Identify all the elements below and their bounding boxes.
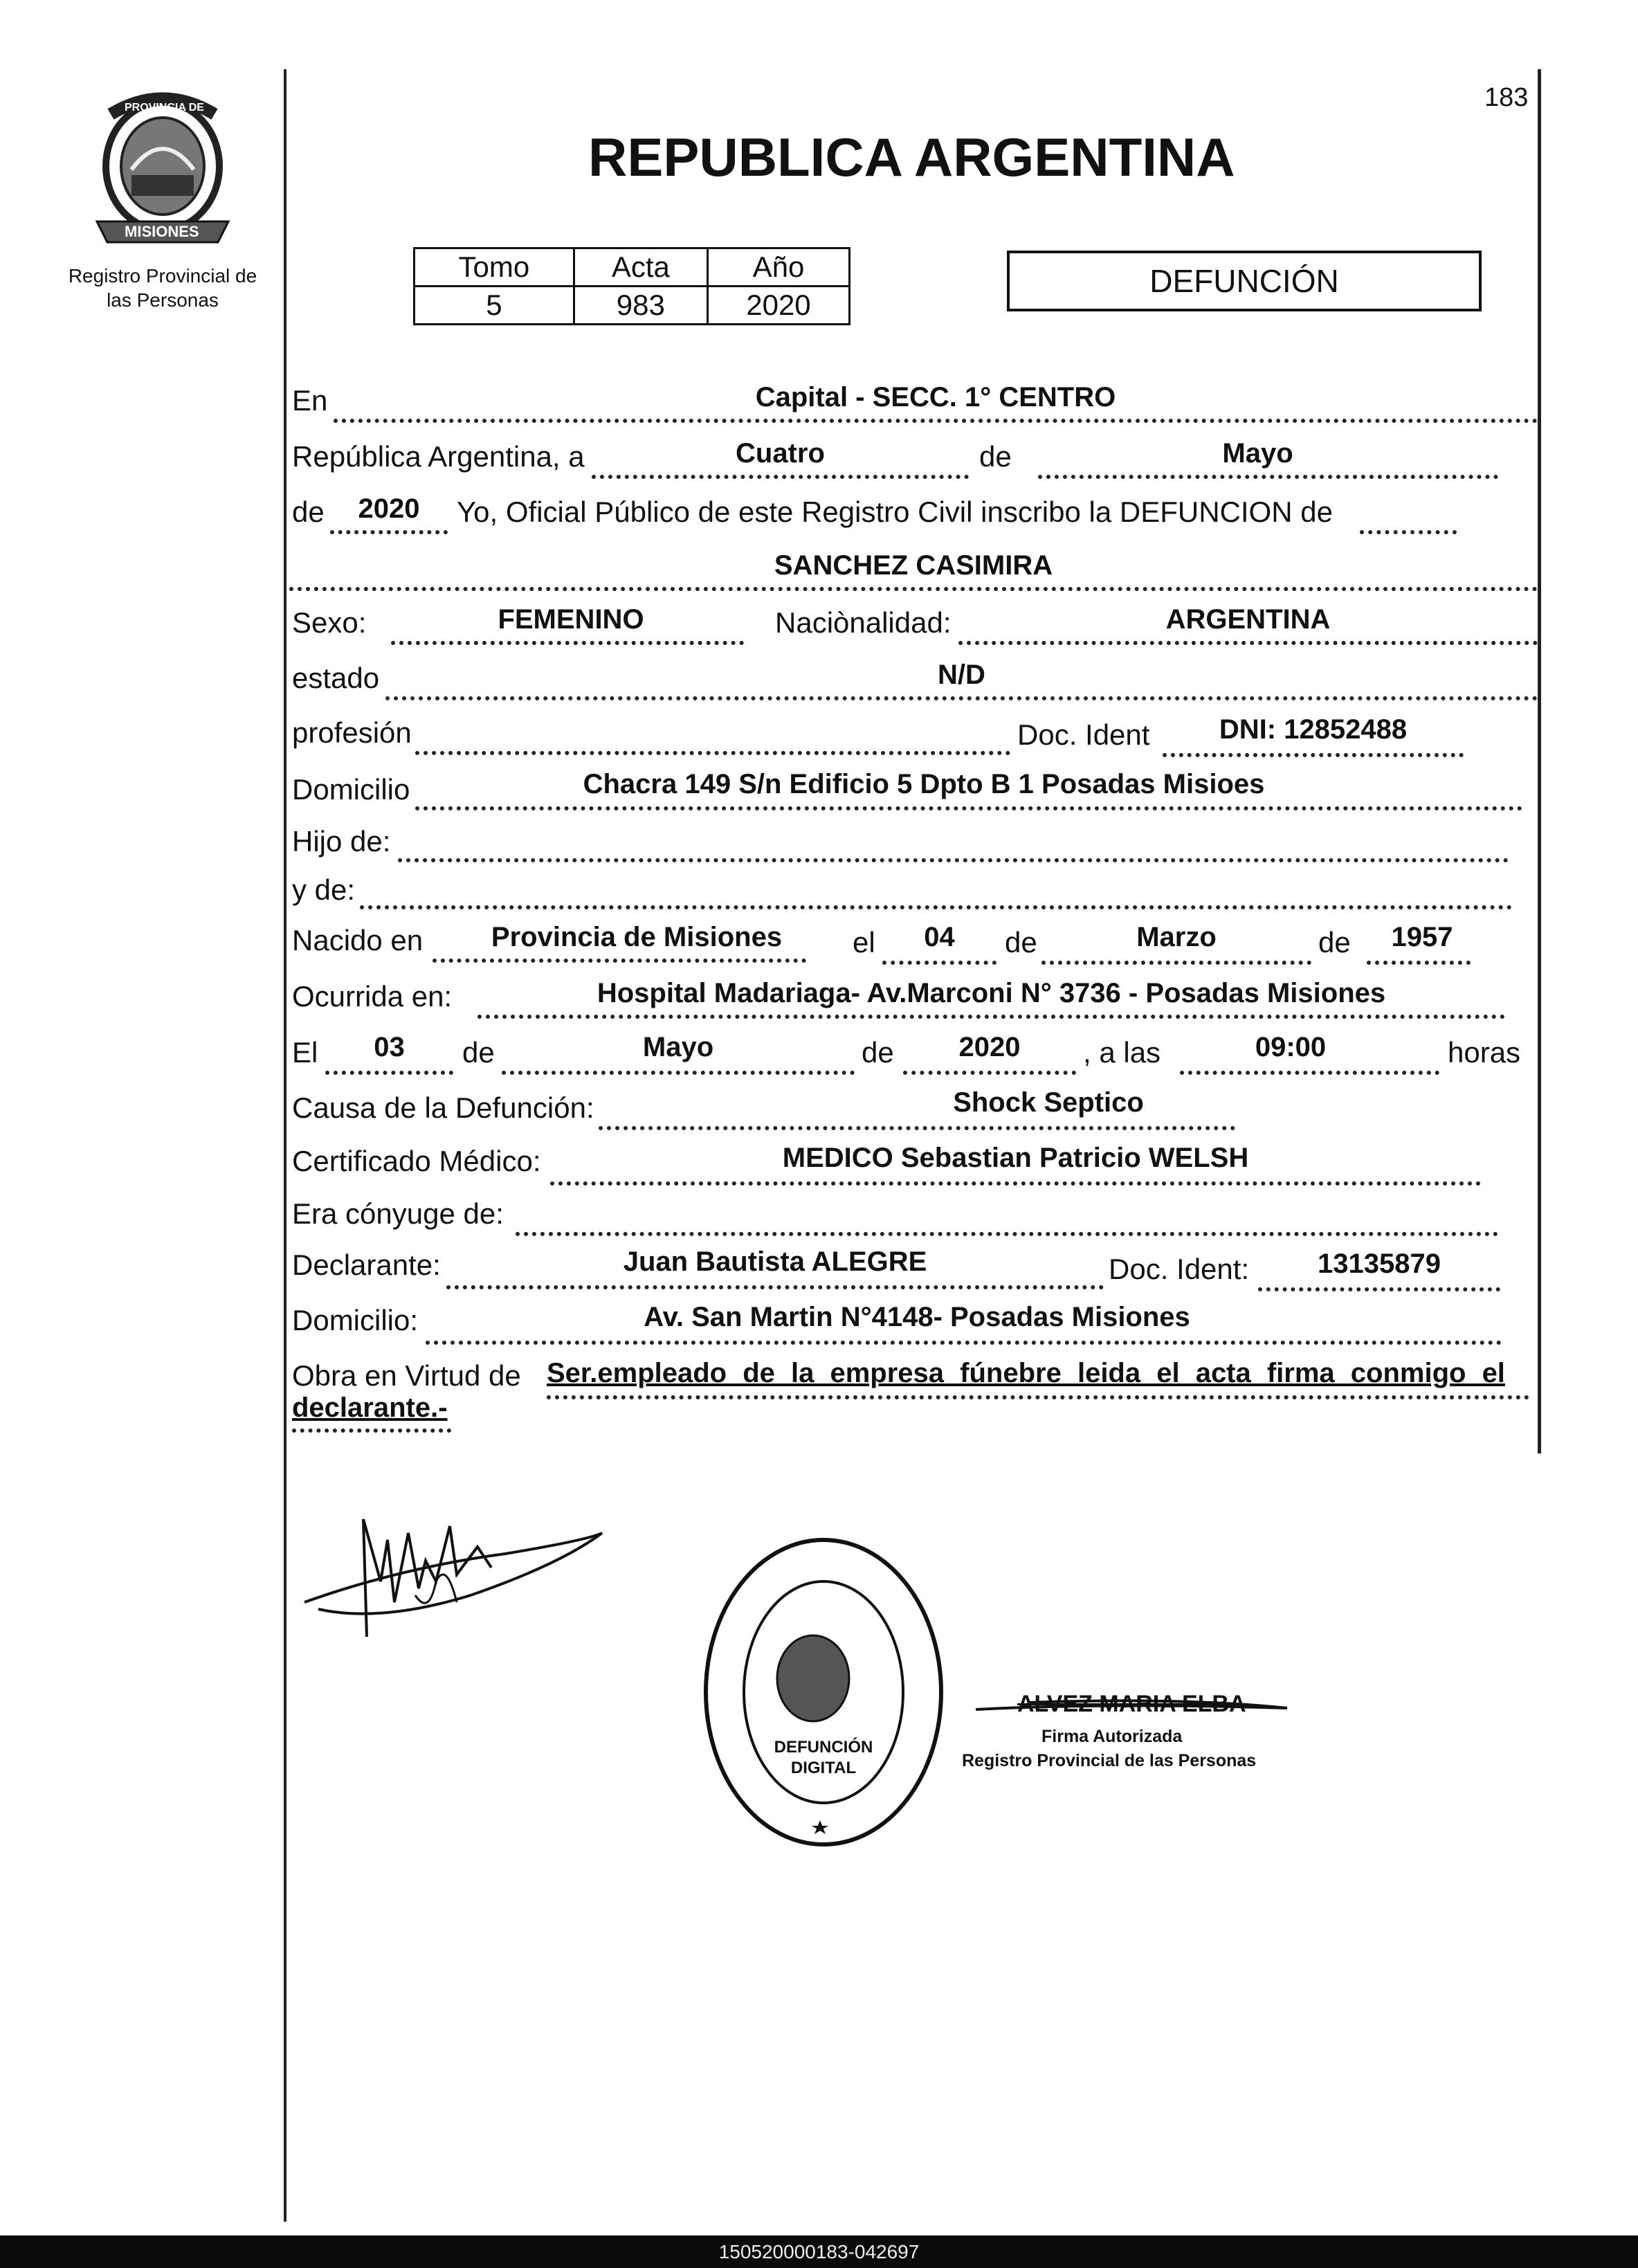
conyuge-dotted-line (516, 1232, 1498, 1236)
birth-month-dotted-line (1041, 961, 1311, 965)
page-number: 183 (1484, 83, 1529, 112)
estado-value: N/D (938, 660, 985, 690)
authorized-signature-name: ALVEZ MARIA ELBA (1017, 1691, 1246, 1717)
nacionalidad-label: Naciònalidad: (775, 606, 952, 639)
month-dotted-line (1038, 475, 1498, 479)
obra-value-line2: declarante.- (292, 1392, 448, 1423)
certificado-label: Certificado Médico: (292, 1145, 541, 1177)
sexo-label: Sexo: (292, 606, 367, 639)
birth-year-dotted-line (1367, 961, 1471, 965)
conyuge-label: Era cónyuge de: (292, 1197, 504, 1230)
death-day: 03 (374, 1032, 405, 1062)
yde-label: y de: (292, 873, 356, 906)
inscribo-dotted-line (1360, 530, 1457, 534)
authorization-line2: Registro Provincial de las Personas (962, 1751, 1257, 1770)
nacido-dotted-line (433, 959, 806, 963)
ocurrida-dotted-line (477, 1015, 1505, 1019)
registry-name-line1: Registro Provincial de (68, 265, 257, 287)
inscribo-text: Yo, Oficial Público de este Registro Civil inscribo la DEFUNCION de (457, 496, 1333, 528)
death-year-dotted-line (903, 1071, 1076, 1075)
ocurrida-value: Hospital Madariaga- Av.Marconi N° 3736 - Posadas Misiones (597, 978, 1386, 1008)
death-year: 2020 (958, 1032, 1021, 1062)
obra-dotted-line1 (547, 1395, 1529, 1399)
en-label: En (292, 384, 328, 417)
record-table-header-row (415, 248, 850, 287)
province-emblem (83, 87, 242, 253)
table-header-acta: Acta (574, 248, 707, 287)
year-value: 2020 (358, 493, 420, 524)
nacionalidad-value: ARGENTINA (1165, 604, 1331, 635)
death-day-dotted-line (325, 1071, 453, 1075)
registry-name-line2: las Personas (107, 289, 219, 311)
birth-month: Marzo (1136, 922, 1217, 952)
birth-year: 1957 (1391, 922, 1453, 952)
table-header-anio: Año (707, 248, 849, 287)
nacido-value: Provincia de Misiones (491, 922, 783, 952)
en-dotted-line (334, 419, 1538, 423)
el-label: el (853, 926, 875, 959)
left-margin-line (284, 69, 286, 2222)
table-value-acta: 983 (574, 287, 707, 325)
causa-dotted-line (599, 1126, 1235, 1130)
certificado-dotted-line (550, 1181, 1481, 1186)
death-time: 09:00 (1255, 1032, 1327, 1062)
yde-dotted-line (360, 905, 1512, 909)
deceased-name: SANCHEZ CASIMIRA (774, 550, 1053, 581)
month-value: Mayo (1222, 438, 1293, 469)
sexo-value: FEMENINO (498, 604, 644, 635)
authorization-line1: Firma Autorizada (1041, 1727, 1183, 1746)
emblem-bottom-text: MISIONES (125, 223, 199, 240)
record-table-value-row (415, 287, 850, 325)
profesion-label: profesión (292, 716, 412, 749)
birth-day: 04 (924, 922, 955, 952)
year-dotted-line (330, 530, 448, 534)
profesion-dotted-line (415, 751, 1010, 755)
footer-code: 150520000183-042697 (0, 2235, 1638, 2268)
official-stamp (695, 1530, 952, 1855)
declarante-label: Declarante: (292, 1249, 441, 1281)
horas-label: horas (1448, 1036, 1521, 1069)
decl-doc-dotted-line (1258, 1287, 1500, 1291)
name-dotted-line (289, 587, 1538, 591)
republica-label: República Argentina, a (292, 440, 585, 473)
day-dotted-line (592, 475, 969, 479)
day-value: Cuatro (736, 438, 825, 469)
de2-label: de (292, 496, 325, 528)
emblem-top-text: PROVINCIA DE (125, 102, 204, 114)
estado-label: estado (292, 662, 380, 694)
obra-label: Obra en Virtud de (292, 1359, 521, 1392)
de3-label: de (1005, 926, 1037, 959)
declarante-dotted-line (446, 1285, 1104, 1289)
document-type-box: DEFUNCIÓN (1007, 251, 1482, 311)
nacido-label: Nacido en (292, 924, 424, 956)
de4-label: de (1318, 926, 1351, 959)
right-margin-line (1538, 69, 1541, 1453)
de5-label: de (462, 1036, 495, 1069)
decl-doc-label: Doc. Ident: (1109, 1253, 1250, 1285)
hijo-label: Hijo de: (292, 825, 391, 858)
estado-dotted-line (385, 696, 1538, 700)
hijo-dotted-line (398, 858, 1509, 862)
decl-domicilio-dotted-line (426, 1341, 1502, 1345)
record-table (413, 247, 850, 325)
table-header-tomo: Tomo (415, 248, 574, 287)
birth-day-dotted-line (882, 961, 997, 965)
de6-label: de (862, 1036, 894, 1069)
authorized-signature-stroke (972, 1689, 1291, 1723)
decl-doc-value: 13135879 (1318, 1249, 1441, 1279)
death-time-dotted-line (1180, 1071, 1439, 1075)
declarant-signature (298, 1498, 623, 1651)
death-month-dotted-line (502, 1071, 855, 1075)
domicilio-label: Domicilio (292, 773, 410, 806)
alas-label: , a las (1083, 1036, 1161, 1069)
doc-ident-value: DNI: 12852488 (1219, 714, 1408, 745)
causa-value: Shock Septico (953, 1087, 1144, 1118)
stamp-inner-text: DEFUNCIÓN DIGITAL (774, 1738, 873, 1777)
certificado-value: MEDICO Sebastian Patricio WELSH (782, 1143, 1249, 1173)
death-month: Mayo (642, 1032, 714, 1062)
nacionalidad-dotted-line (958, 641, 1538, 645)
doc-ident-dotted-line (1163, 753, 1464, 757)
obra-dotted-line2 (292, 1428, 451, 1433)
declarante-value: Juan Bautista ALEGRE (623, 1246, 927, 1277)
obra-value-line1: Ser.empleado de la empresa fúnebre leida el acta firma conmigo el (547, 1358, 1505, 1388)
El-label: El (292, 1036, 318, 1069)
de1-label: de (979, 440, 1012, 473)
domicilio-dotted-line (415, 806, 1522, 810)
sexo-dotted-line (391, 641, 744, 645)
ocurrida-label: Ocurrida en: (292, 980, 453, 1013)
en-value: Capital - SECC. 1° CENTRO (755, 382, 1116, 412)
table-value-anio: 2020 (707, 287, 849, 325)
domicilio-value: Chacra 149 S/n Edificio 5 Dpto B 1 Posadas Misioes (583, 769, 1265, 799)
causa-label: Causa de la Defunción: (292, 1091, 594, 1124)
table-value-tomo: 5 (415, 287, 574, 325)
doc-ident-label: Doc. Ident (1017, 718, 1150, 751)
decl-domicilio-value: Av. San Martin N°4148- Posadas Misiones (644, 1302, 1190, 1332)
document-title: REPUBLICA ARGENTINA (588, 127, 1235, 188)
decl-domicilio-label: Domicilio: (292, 1304, 419, 1336)
